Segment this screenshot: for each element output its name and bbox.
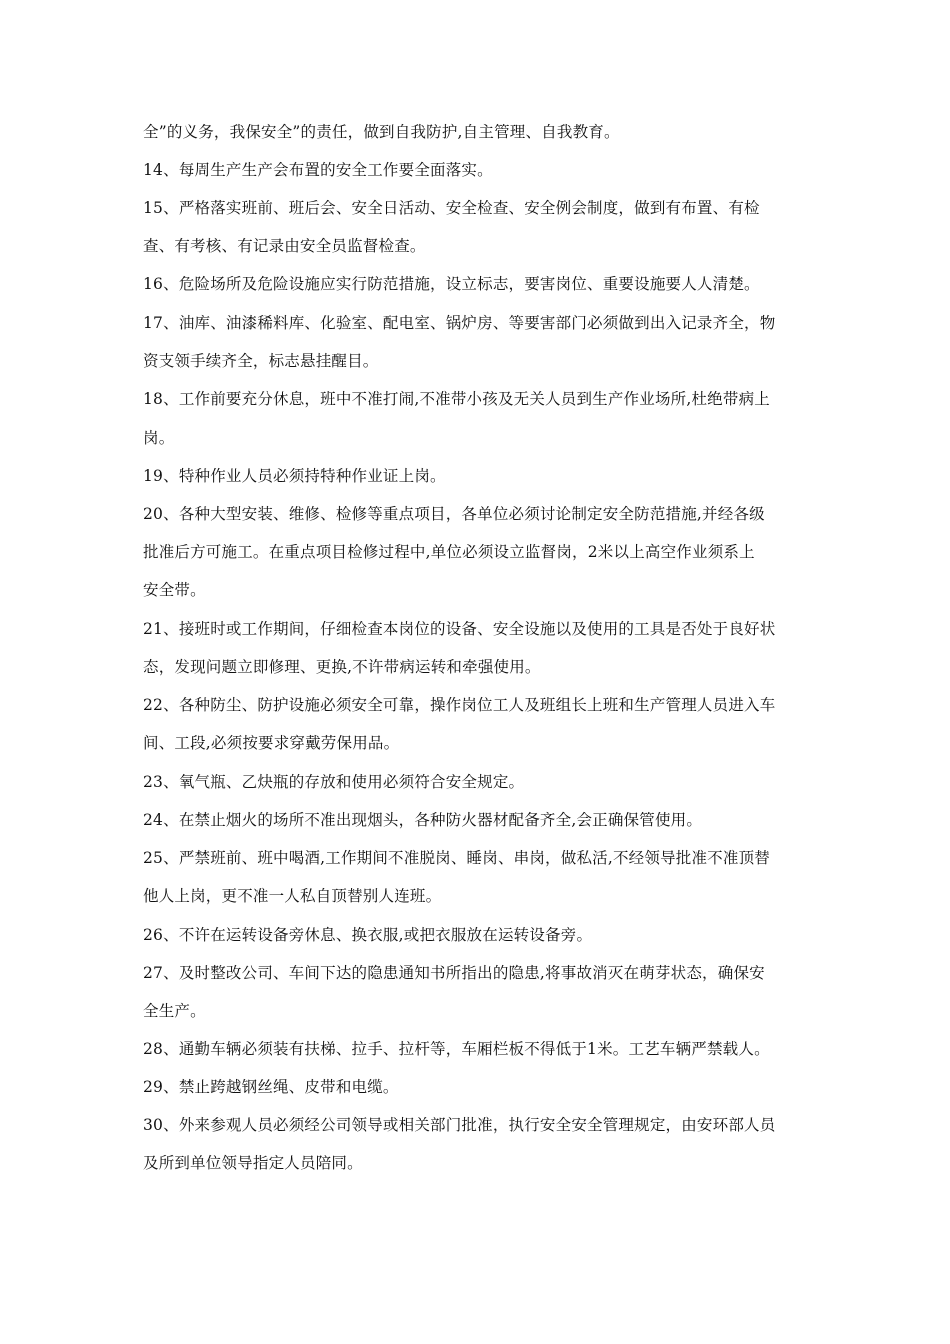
text-line: 28、通勤车辆必须装有扶梯、拉手、拉杆等，车厢栏板不得低于1米。工艺车辆严禁载人。 <box>143 1040 770 1058</box>
text-line: 资支领手续齐全，标志悬挂醒目。 <box>143 352 379 370</box>
text-line: 26、不许在运转设备旁休息、换衣服,或把衣服放在运转设备旁。 <box>143 926 593 944</box>
text-line: 20、各种大型安装、维修、检修等重点项目，各单位必须讨论制定安全防范措施,并经各级 <box>143 505 765 523</box>
text-line: 27、及时整改公司、车间下达的隐患通知书所指出的隐患,将事故消灭在萌芽状态，确保安 <box>143 964 765 982</box>
text-line: 间、工段,必须按要求穿戴劳保用品。 <box>143 734 400 752</box>
text-line: 15、严格落实班前、班后会、安全日活动、安全检查、安全例会制度，做到有布置、有检 <box>143 199 760 217</box>
text-line: 25、严禁班前、班中喝酒,工作期间不准脱岗、睡岗、串岗，做私活,不经领导批准不准顶替 <box>143 849 770 867</box>
text-line: 16、危险场所及危险设施应实行防范措施，设立标志，要害岗位、重要设施要人人清楚。 <box>143 275 760 293</box>
text-line: 查、有考核、有记录由安全员监督检查。 <box>143 237 426 255</box>
text-line: 安全带。 <box>143 581 206 599</box>
text-line: 17、油库、油漆稀料库、化验室、配电室、锅炉房、等要害部门必须做到出入记录齐全，物 <box>143 314 776 332</box>
text-line: 24、在禁止烟火的场所不准出现烟头，各种防火器材配备齐全,会正确保管使用。 <box>143 811 703 829</box>
text-line: 全”的义务，我保安全”的责任，做到自我防护,自主管理、自我教育。 <box>143 123 620 141</box>
text-line: 岗。 <box>143 429 175 447</box>
text-line: 29、禁止跨越钢丝绳、皮带和电缆。 <box>143 1078 399 1096</box>
text-line: 及所到单位领导指定人员陪同。 <box>143 1154 363 1172</box>
text-line: 23、氧气瓶、乙炔瓶的存放和使用必须符合安全规定。 <box>143 773 525 791</box>
text-line: 19、特种作业人员必须持特种作业证上岗。 <box>143 467 446 485</box>
text-line: 18、工作前要充分休息，班中不准打闹,不准带小孩及无关人员到生产作业场所,杜绝带病上 <box>143 390 770 408</box>
text-line: 态，发现问题立即修理、更换,不许带病运转和牵强使用。 <box>143 658 541 676</box>
text-line: 批准后方可施工。在重点项目检修过程中,单位必须设立监督岗，2米以上高空作业须系上 <box>143 543 755 561</box>
text-line: 全生产。 <box>143 1002 206 1020</box>
text-line: 21、接班时或工作期间，仔细检查本岗位的设备、安全设施以及使用的工具是否处于良好状 <box>143 620 776 638</box>
text-line: 22、各种防尘、防护设施必须安全可靠，操作岗位工人及班组长上班和生产管理人员进入车 <box>143 696 776 714</box>
text-line: 30、外来参观人员必须经公司领导或相关部门批准，执行安全安全管理规定，由安环部人员 <box>143 1116 776 1134</box>
text-line: 他人上岗，更不准一人私自顶替别人连班。 <box>143 887 442 905</box>
text-line: 14、每周生产生产会布置的安全工作要全面落实。 <box>143 161 493 179</box>
